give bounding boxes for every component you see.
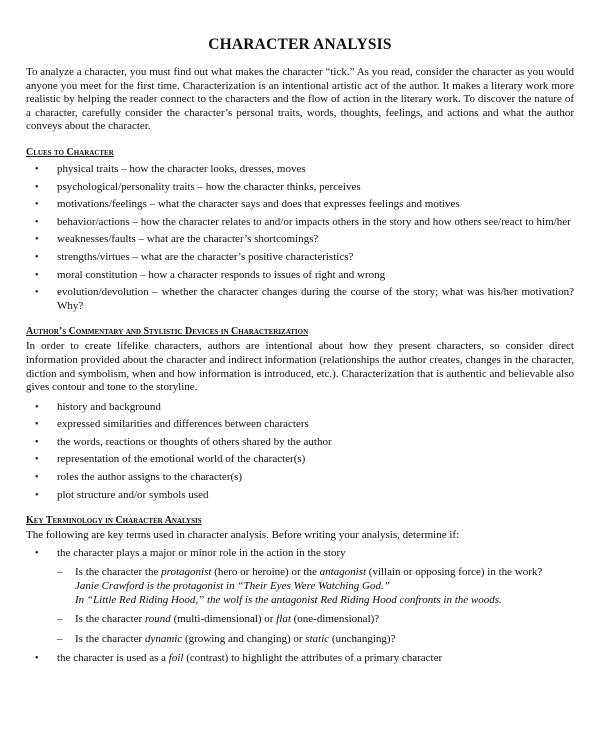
bullet-icon: • bbox=[35, 269, 39, 281]
sublist-text: (hero or heroine) or the bbox=[211, 566, 320, 579]
terminology-heading bbox=[26, 514, 574, 527]
list-item-text: moral constitution – how a character responds to issues of right and wrong bbox=[57, 268, 386, 281]
term-static: static bbox=[305, 632, 330, 645]
bullet-icon: • bbox=[35, 489, 39, 501]
bullet-icon: • bbox=[35, 454, 39, 466]
list-item-text: evolution/devolution – whether the character changes during the course of the story; what was his/her motivation? Why? bbox=[57, 286, 574, 312]
list-item bbox=[26, 418, 574, 432]
clues-heading-text: Clues to Character bbox=[26, 146, 114, 158]
list-item bbox=[26, 453, 574, 467]
list-item bbox=[26, 181, 574, 195]
bullet-icon: • bbox=[35, 251, 39, 263]
term-round: round bbox=[144, 613, 171, 626]
bullet-icon: • bbox=[35, 436, 39, 448]
term-flat: flat bbox=[276, 613, 291, 626]
list-item bbox=[26, 216, 574, 230]
list-item bbox=[26, 401, 574, 415]
dash-icon: – bbox=[57, 566, 63, 579]
clues-list bbox=[26, 163, 574, 313]
example-antagonist: In “Little Red Riding Hood,” the wolf is the antagonist Red Riding Hood confronts in the woods. bbox=[75, 593, 502, 606]
bullet-icon: • bbox=[35, 419, 39, 431]
bullet-icon: • bbox=[35, 163, 39, 175]
bullet-icon: • bbox=[35, 181, 39, 193]
sublist-text: Is the character bbox=[75, 632, 145, 645]
page-title: CHARACTER ANALYSIS bbox=[208, 36, 392, 53]
terminology-paragraph: The following are key terms used in character analysis. Before writing your analysis, determine if: bbox=[26, 529, 460, 542]
list-item-text: the character is used as a bbox=[57, 652, 169, 665]
term-dynamic: dynamic bbox=[144, 632, 183, 645]
sublist-text: (growing and changing) or bbox=[182, 632, 306, 645]
list-item bbox=[26, 251, 574, 265]
commentary-heading bbox=[26, 325, 574, 338]
bullet-icon: • bbox=[35, 547, 39, 559]
list-item bbox=[26, 269, 574, 283]
sublist-item bbox=[57, 613, 574, 627]
terminology-list bbox=[26, 547, 574, 666]
bullet-icon: • bbox=[35, 234, 39, 246]
list-item-text: history and background bbox=[57, 400, 161, 413]
list-item bbox=[26, 436, 574, 450]
commentary-list bbox=[26, 401, 574, 503]
sublist-text: (unchanging)? bbox=[329, 632, 396, 645]
sublist-text: (multi-dimensional) or bbox=[170, 613, 277, 626]
list-item bbox=[26, 547, 574, 647]
sublist-text: Is the character the bbox=[75, 566, 162, 579]
dash-icon: – bbox=[57, 632, 63, 645]
sublist-text: Is the character bbox=[75, 613, 145, 626]
list-item bbox=[26, 198, 574, 212]
clues-heading bbox=[26, 146, 574, 159]
list-item-text: behavior/actions – how the character relates to and/or impacts others in the story and how others see/react to him/her bbox=[57, 215, 571, 228]
list-item-text: representation of the emotional world of the character(s) bbox=[57, 453, 306, 466]
terminology-heading-text: Key Terminology in Character Analysis bbox=[26, 515, 202, 527]
dash-icon: – bbox=[57, 613, 63, 626]
sublist-text: (one-dimensional)? bbox=[290, 613, 380, 626]
bullet-icon: • bbox=[35, 287, 39, 299]
list-item bbox=[26, 652, 574, 666]
list-item-text: motivations/feelings – what the character says and does that expresses feelings and motives bbox=[57, 198, 460, 211]
intro-paragraph: To analyze a character, you must find out what makes the character “tick.” As you read, consider the character as you would anyone you meet for the first time. Characterization is an intentional artistic act of the author. It makes a literary work more realistic by helping the reader connect to the characters and the flow of action in the literary work. To discover the nature of a character, carefully consider the character’s personal traits, words, thoughts, feelings, and actions and what the author conveys about the character. bbox=[26, 66, 574, 133]
bullet-icon: • bbox=[35, 216, 39, 228]
list-item-text: the character plays a major or minor role in the action in the story bbox=[57, 546, 346, 559]
list-item bbox=[26, 471, 574, 485]
list-item bbox=[26, 286, 574, 313]
commentary-paragraph: In order to create lifelike characters, authors are intentional about how they present characters, so consider direct information provided about the character and indirect information (relationships the author creates, changes in the character, diction and symbolism, when and how information is introduced, etc.). Characterization that is authentic and believable also gives contour and tone to the storyline. bbox=[26, 340, 574, 394]
list-item-text: physical traits – how the character looks, dresses, moves bbox=[57, 162, 306, 175]
term-protagonist: protagonist bbox=[161, 566, 212, 579]
example-protagonist: Janie Crawford is the protagonist in “Their Eyes Were Watching God.” bbox=[75, 580, 390, 593]
list-item bbox=[26, 163, 574, 177]
role-sublist bbox=[57, 566, 574, 646]
list-item-text: plot structure and/or symbols used bbox=[57, 488, 209, 501]
list-item-text: the words, reactions or thoughts of others shared by the author bbox=[57, 435, 332, 448]
sublist-item bbox=[57, 633, 574, 647]
commentary-heading-text: Author’s Commentary and Stylistic Devices in Characterization bbox=[26, 326, 309, 338]
list-item bbox=[26, 489, 574, 503]
list-item-text: (contrast) to highlight the attributes of a primary character bbox=[183, 652, 443, 665]
term-antagonist: antagonist bbox=[319, 566, 367, 579]
bullet-icon: • bbox=[35, 401, 39, 413]
sublist-text: (villain or opposing force) in the work? bbox=[366, 566, 543, 579]
bullet-icon: • bbox=[35, 653, 39, 665]
sublist-item bbox=[57, 566, 574, 607]
term-foil: foil bbox=[168, 652, 184, 665]
list-item-text: psychological/personality traits – how the character thinks, perceives bbox=[57, 180, 361, 193]
bullet-icon: • bbox=[35, 199, 39, 211]
list-item-text: strengths/virtues – what are the character’s positive characteristics? bbox=[57, 250, 354, 263]
list-item-text: expressed similarities and differences between characters bbox=[57, 418, 309, 431]
list-item-text: weaknesses/faults – what are the character’s shortcomings? bbox=[57, 233, 319, 246]
list-item bbox=[26, 233, 574, 247]
bullet-icon: • bbox=[35, 472, 39, 484]
list-item-text: roles the author assigns to the character(s) bbox=[57, 471, 243, 484]
